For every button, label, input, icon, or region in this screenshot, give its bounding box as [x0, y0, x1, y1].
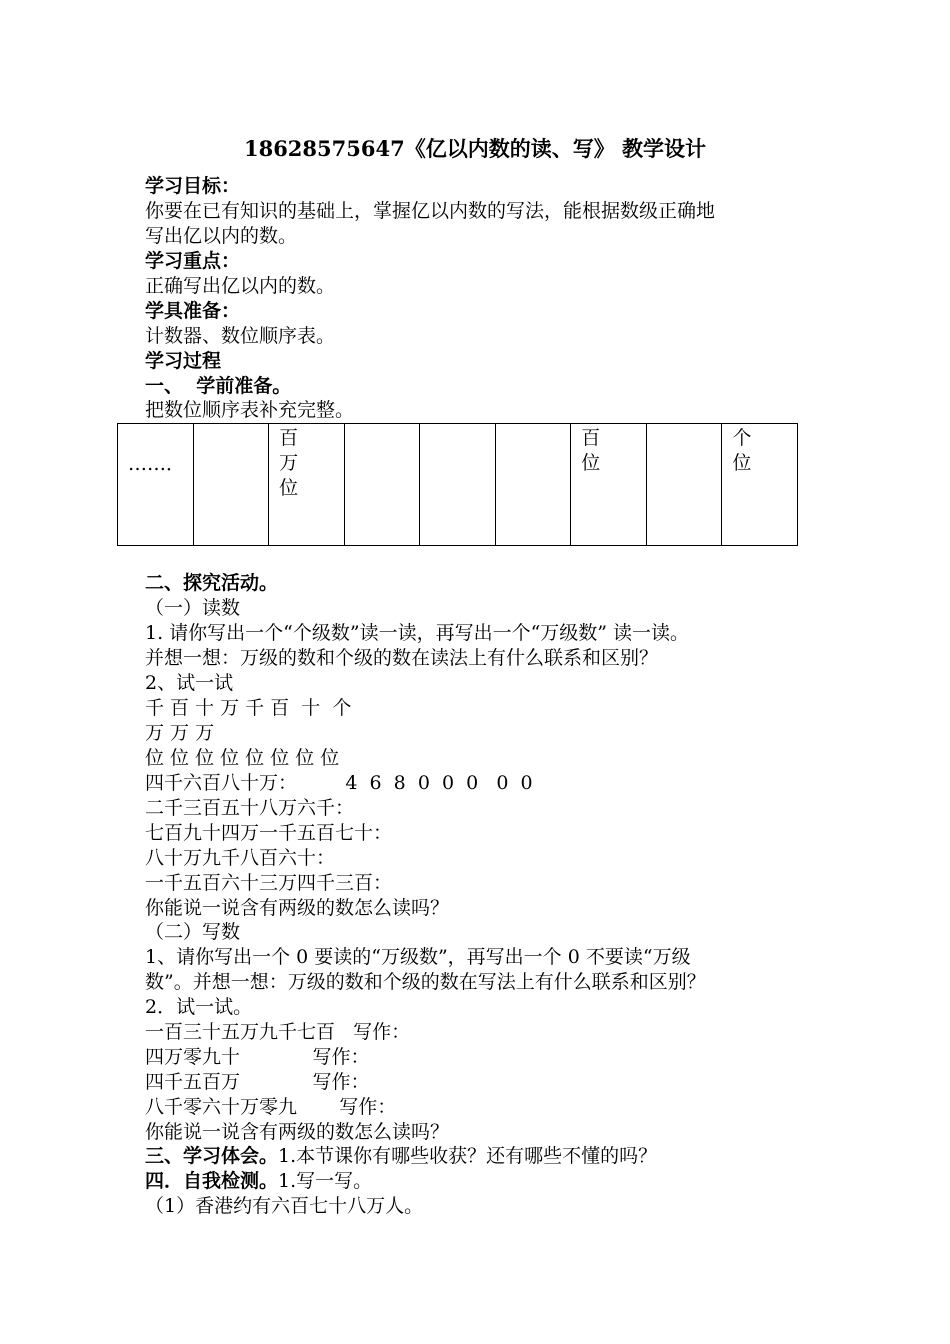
- write-heading: （二）写数: [145, 921, 241, 943]
- tools-text: 计数器、数位顺序表。: [145, 325, 336, 347]
- try-heading: 2、试一试: [145, 672, 234, 694]
- read-example-3: 七百九十四万一千五百七十：: [145, 822, 393, 844]
- read-heading: （一）读数: [145, 597, 241, 619]
- check-line: [145, 1169, 372, 1194]
- place-value-table: [117, 423, 798, 546]
- reflect-text: 1.本节课你有哪些收获？还有哪些不懂的吗？: [278, 1145, 658, 1167]
- check-text: 1.写一写。: [278, 1170, 373, 1192]
- table-cell: [646, 424, 722, 546]
- table-cell: 百 万 位: [269, 424, 345, 546]
- tools-heading: 学具准备：: [145, 300, 241, 322]
- focus-text: 正确写出亿以内的数。: [145, 275, 336, 297]
- table-cell: [193, 424, 269, 546]
- table-cell: [344, 424, 420, 546]
- write-question-line2: 数”。并想一想：万级的数和个级的数在写法上有什么联系和区别？: [145, 971, 706, 993]
- read-example-2: 二千三百五十八万六千：: [145, 797, 355, 819]
- check-heading: 四．自我检测。: [145, 1170, 279, 1192]
- document-title: 18628575647《亿以内数的读、写》 教学设计: [243, 136, 707, 161]
- goal-heading: 学习目标：: [145, 175, 241, 197]
- explore-heading: 二、探究活动。: [145, 572, 279, 594]
- goal-text-line1: 你要在已有知识的基础上，掌握亿以内数的写法，能根据数级正确地: [145, 200, 716, 222]
- write-example-2: 四万零九十 写作：: [145, 1046, 370, 1068]
- places-row1: 千 百 十 万 千 百 十 个: [145, 697, 352, 719]
- read-example-1: 四千六百八十万： 4 6 8 0 0 0 0 0: [145, 772, 533, 794]
- reflect-heading: 三、学习体会。: [145, 1145, 279, 1167]
- prep-text: 把数位顺序表补充完整。: [145, 399, 355, 421]
- goal-text-line2: 写出亿以内的数。: [145, 225, 298, 247]
- read-summary-question: 你能说一说含有两级的数怎么读吗？: [145, 897, 450, 919]
- process-heading: 学习过程: [145, 350, 222, 372]
- places-row2: 万 万 万: [145, 722, 215, 744]
- read-example-5: 一千五百六十三万四千三百：: [145, 872, 393, 894]
- reflect-line: [145, 1144, 657, 1169]
- write-example-4: 八千零六十万零九 写作：: [145, 1096, 397, 1118]
- table-cell: [420, 424, 496, 546]
- write-try-heading: 2．试一试。: [145, 996, 253, 1018]
- write-example-1: 一百三十五万九千七百 写作：: [145, 1021, 411, 1043]
- table-cell: ……．: [118, 424, 194, 546]
- focus-heading: 学习重点：: [145, 250, 241, 272]
- table-cell: 百 位: [571, 424, 647, 546]
- prep-heading: 一、 学前准备。: [145, 375, 292, 397]
- table-cell: [495, 424, 571, 546]
- places-row3: 位 位 位 位 位 位 位 位: [145, 747, 340, 769]
- write-summary-question: 你能说一说含有两级的数怎么读吗？: [145, 1121, 450, 1143]
- write-question-line1: 1、请你写出一个 0 要读的“万级数”，再写出一个 0 不要读“万级: [145, 946, 691, 968]
- check-item-1: （1）香港约有六百七十八万人。: [145, 1195, 424, 1217]
- read-example-4: 八十万九千八百六十：: [145, 847, 336, 869]
- table-cell: 个 位: [722, 424, 798, 546]
- write-example-3: 四千五百万 写作：: [145, 1071, 370, 1093]
- place-value-row: [118, 424, 798, 546]
- read-question-line2: 并想一想：万级的数和个级的数在读法上有什么联系和区别？: [145, 647, 659, 669]
- read-question-line1: 1. 请你写出一个“个级数”读一读，再写出一个“万级数” 读一读。: [145, 622, 690, 644]
